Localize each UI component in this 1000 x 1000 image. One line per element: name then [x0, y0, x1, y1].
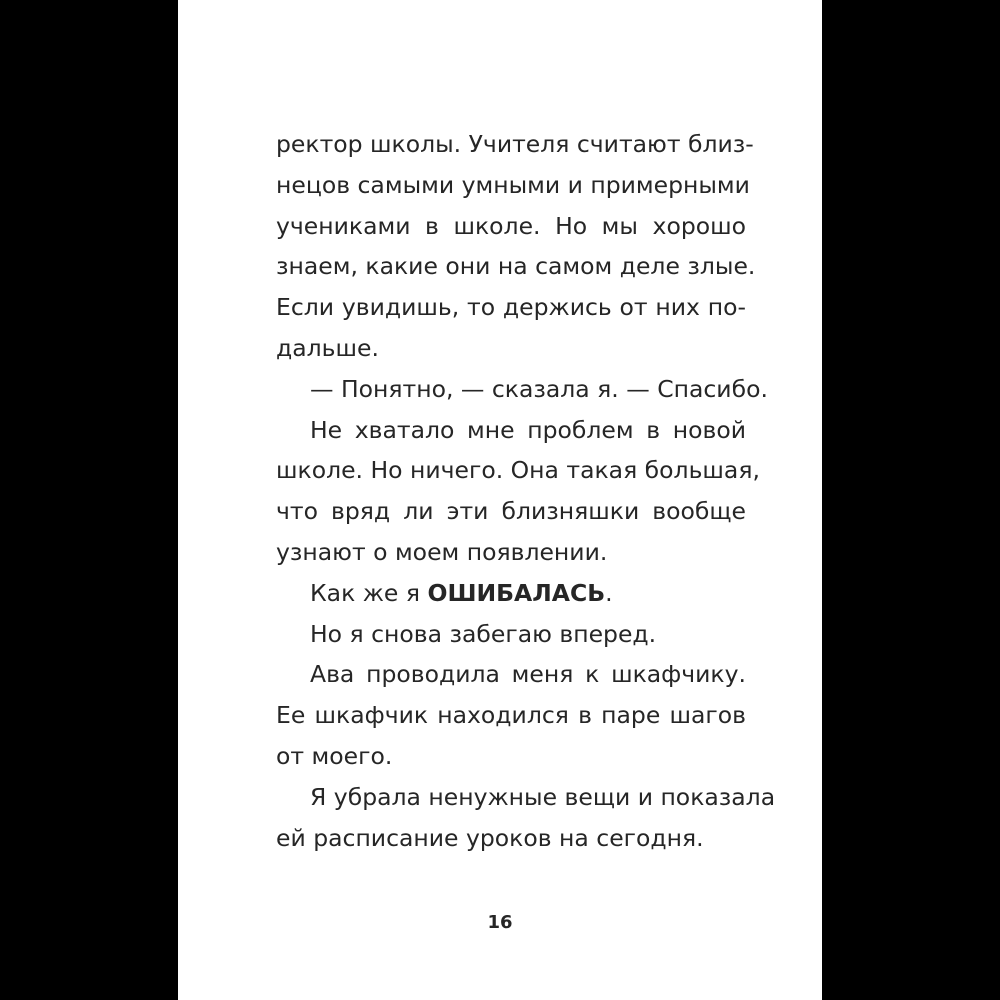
text-fragment: . — [605, 578, 613, 607]
text-line: школе. Но ничего. Она такая большая, — [276, 456, 760, 485]
text-line: — Понятно, — сказала я. — Спасибо. — [310, 374, 768, 403]
text-line: узнают о моем появлении. — [276, 537, 608, 566]
text-line: нецов самыми умными и примерными — [276, 170, 750, 199]
body-text — [276, 124, 776, 858]
emphasis-text: ОШИБАЛАСЬ — [427, 578, 606, 607]
text-line — [276, 573, 746, 614]
book-page — [178, 0, 822, 1000]
text-line: что вряд ли эти близняшки вообще — [276, 497, 746, 526]
text-line: дальше. — [276, 333, 379, 362]
text-line: Но я снова забегаю вперед. — [310, 619, 657, 648]
text-line: знаем, какие они на самом деле злые. — [276, 252, 756, 281]
page-number: 16 — [487, 912, 513, 933]
text-line: Ее шкафчик находился в паре шагов — [276, 701, 746, 730]
text-line: от моего. — [276, 741, 393, 770]
text-line: Я убрала ненужные вещи и показала — [310, 782, 776, 811]
text-line: Если увидишь, то держись от них по- — [276, 293, 746, 322]
text-line: Не хватало мне проблем в новой — [310, 415, 746, 444]
text-line: учениками в школе. Но мы хорошо — [276, 211, 746, 240]
text-line: Ава проводила меня к шкафчику. — [310, 660, 746, 689]
text-fragment: Как же я — [310, 578, 428, 607]
text-line: ей расписание уроков на сегодня. — [276, 823, 704, 852]
text-line: ректор школы. Учителя считают близ- — [276, 130, 754, 158]
